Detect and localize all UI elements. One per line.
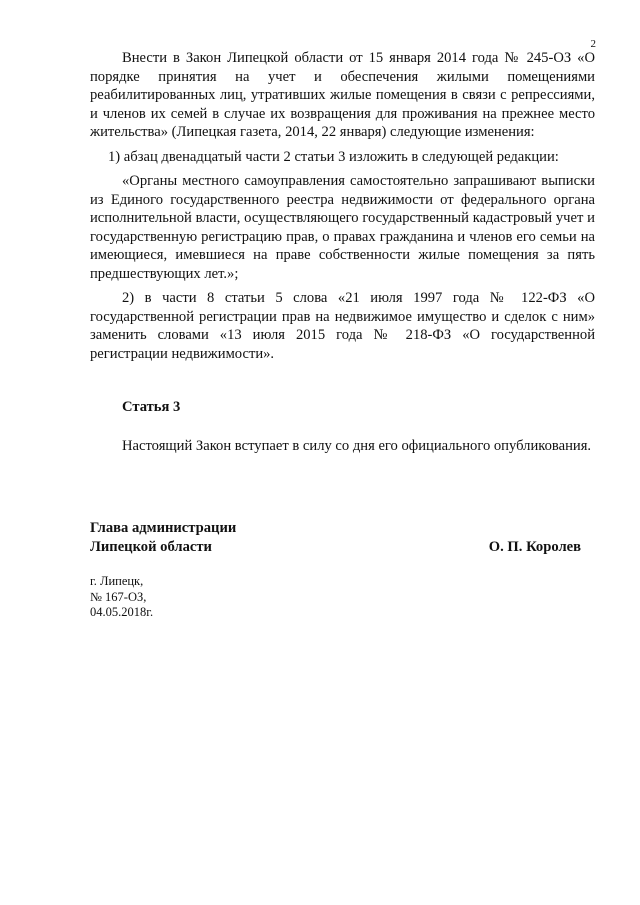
- document-body: [90, 49, 595, 621]
- page-number: 2: [590, 38, 596, 50]
- article-heading: Статья 3: [122, 399, 181, 415]
- place-and-date-block: [90, 574, 595, 621]
- amendment-item-1: 1) абзац двенадцатый части 2 статьи 3 изложить в следующей редакции:: [108, 148, 559, 165]
- city-line: г. Липецк,: [90, 574, 144, 588]
- intro-paragraph: Внести в Закон Липецкой области от 15 января 2014 года № 245-ОЗ «О порядке принятия на учет и обеспечения жилыми помещениями реабилитированных лиц, утративших жилые помещения в связи с репрессиями, и членов их семей в случае их возвращения для проживания на прежнее место жительства» (Липецкая газета, 2014, 22 января) следующие изменения:: [90, 50, 595, 140]
- signatory-title-line-2: Липецкой области: [90, 538, 212, 555]
- law-number-line: № 167-ОЗ,: [90, 589, 147, 604]
- enactment-paragraph: Настоящий Закон вступает в силу со дня его официального опубликования.: [122, 437, 592, 454]
- signature-block: [90, 519, 595, 556]
- quoted-text-paragraph: «Органы местного самоуправления самостоятельно запрашивают выписки из Единого государственного реестра недвижимости от федерального органа исполнительной власти, осуществляющего государственный кадастровый учет и государственную регистрацию прав, о правах гражданина и членов его семьи на имеющиеся, имевшиеся на праве собственности жилые помещения за пять предшествующих лет.»;: [90, 173, 595, 282]
- signatory-title-line-1: Глава администрации: [90, 520, 237, 536]
- signatory-name: О. П. Королев: [488, 538, 581, 555]
- date-line: 04.05.2018г.: [90, 605, 154, 619]
- amendment-item-2: 2) в части 8 статьи 5 слова «21 июля 1997 года № 122-ФЗ «О государственной регистрации прав на недвижимое имущество и сделок с ним» заменить словами «13 июля 2015 года № 218-ФЗ «О государственной регистрации недвижимости».: [90, 290, 595, 362]
